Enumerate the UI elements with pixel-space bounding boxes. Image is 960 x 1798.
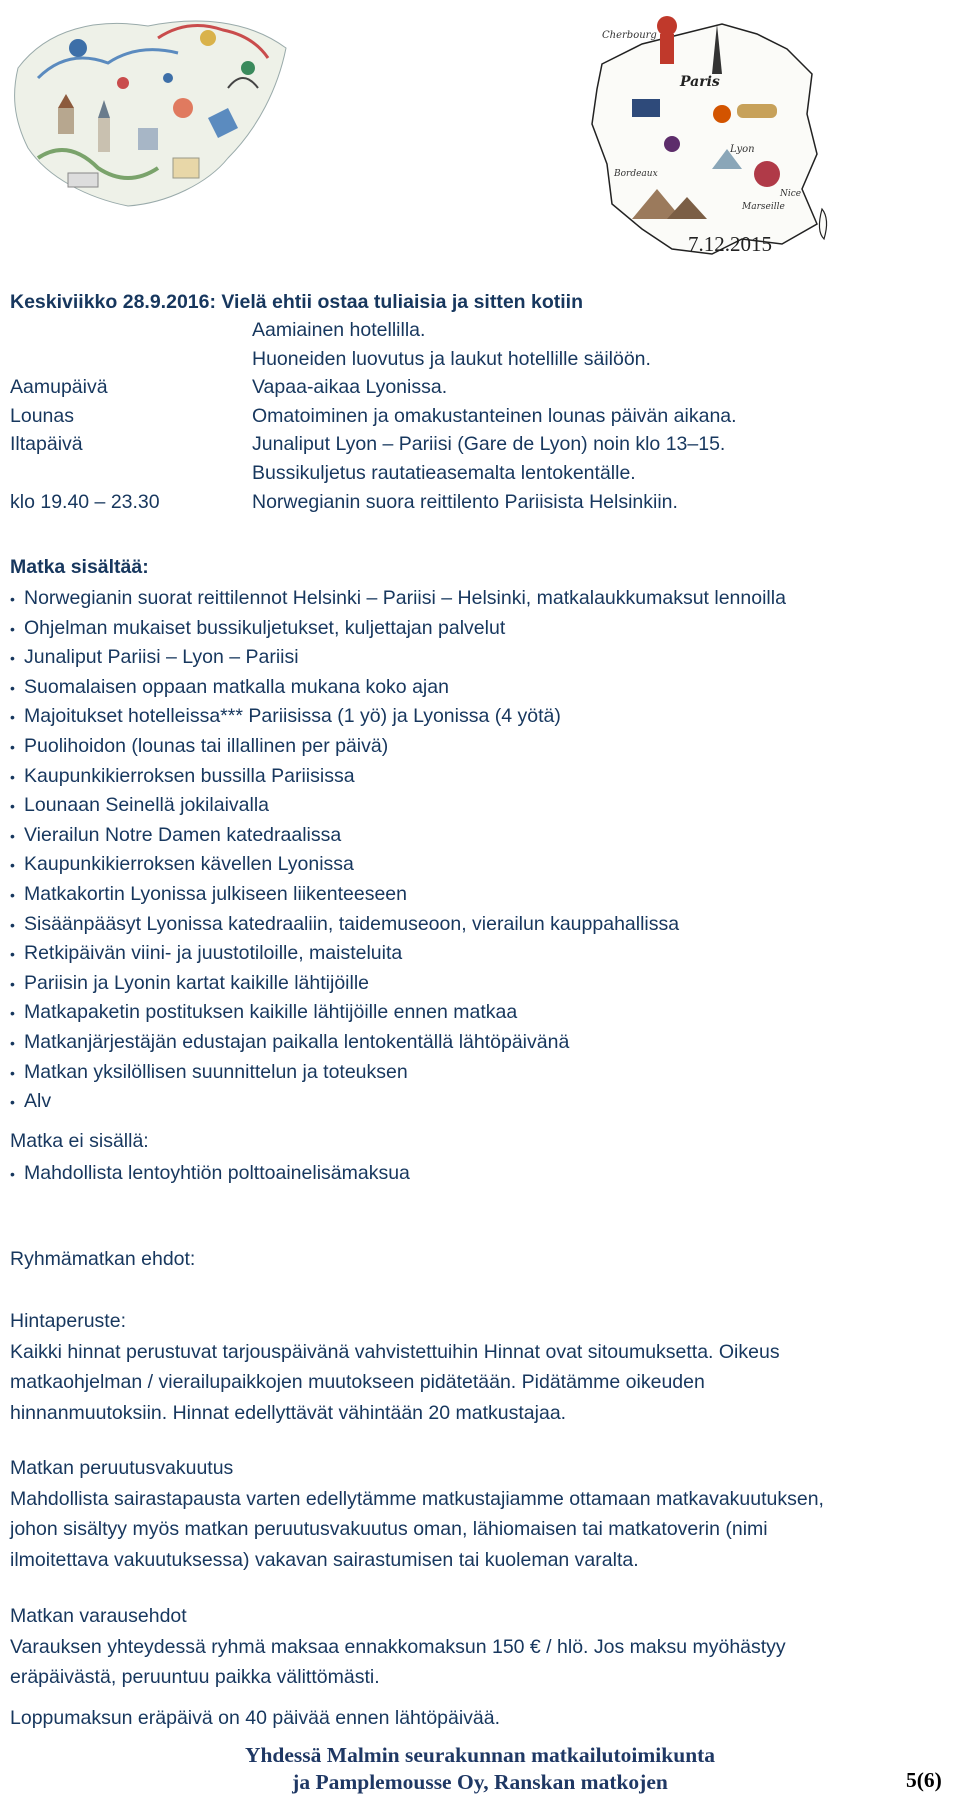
list-item: • Retkipäivän viini- ja juustotiloille, maisteluita xyxy=(10,939,786,969)
list-item: • Matkakortin Lyonissa julkiseen liikenteeseen xyxy=(10,880,786,910)
paragraph-line: Kaikki hinnat perustuvat tarjouspäivänä vahvistettuihin Hinnat ovat sitoumuksetta. Oikeus xyxy=(10,1340,780,1363)
bullet-icon: • xyxy=(10,650,15,667)
schedule-row xyxy=(10,319,950,348)
insurance-section xyxy=(10,1453,955,1575)
booking-terms-section xyxy=(10,1601,955,1693)
paragraph-line: ilmoitettava vakuutuksessa) vakavan sairastumisen tai kuoleman varalta. xyxy=(10,1548,639,1571)
bullet-icon: • xyxy=(10,1166,15,1182)
paragraph-line: Varauksen yhteydessä ryhmä maksaa ennakkomaksun 150 € / hlö. Jos maksu myöhästyy xyxy=(10,1635,786,1658)
schedule-row xyxy=(10,462,950,491)
terms-heading: Ryhmämatkan ehdot: xyxy=(10,1248,196,1270)
paragraph-line: matkaohjelman / vierailupaikkojen muutokseen pidätetään. Pidätämme oikeuden xyxy=(10,1371,705,1393)
schedule xyxy=(10,319,950,519)
bullet-icon: • xyxy=(10,1094,15,1111)
list-item: • Junaliput Pariisi – Lyon – Pariisi xyxy=(10,643,786,673)
bullet-icon: • xyxy=(10,916,15,933)
list-item: • Matkan yksilöllisen suunnittelun ja toteuksen xyxy=(10,1058,786,1088)
map-label-cherbourg: Cherbourg xyxy=(602,30,657,41)
bullet-icon: • xyxy=(10,679,15,696)
list-item: • Lounaan Seinellä jokilaivalla xyxy=(10,791,786,821)
schedule-activity: Aamiainen hotellilla. xyxy=(252,319,426,341)
schedule-row xyxy=(10,376,950,405)
france-map-illustration xyxy=(572,4,840,262)
list-item: • Vierailun Notre Damen katedraalissa xyxy=(10,821,786,851)
list-item: • Sisäänpääsyt Lyonissa katedraaliin, taidemuseoon, vierailun kauppahallissa xyxy=(10,910,786,940)
schedule-time-label: Iltapäivä xyxy=(10,433,83,456)
paragraph-line: johon sisältyy myös matkan peruutusvakuutus oman, lähiomaisen tai matkatoverin (nimi xyxy=(10,1518,768,1540)
excludes-heading: Matka ei sisällä: xyxy=(10,1130,149,1152)
list-item: • Matkanjärjestäjän edustajan paikalla lentokentällä lähtöpäivänä xyxy=(10,1028,786,1058)
schedule-row xyxy=(10,433,950,462)
final-payment-line: Loppumaksun eräpäivä on 40 päivää ennen lähtöpäivää. xyxy=(10,1707,501,1729)
page-number: 5(6) xyxy=(906,1768,942,1792)
insurance-heading: Matkan peruutusvakuutus xyxy=(10,1457,234,1479)
list-item: • Pariisin ja Lyonin kartat kaikille lähtijöille xyxy=(10,969,786,999)
bullet-icon: • xyxy=(10,975,15,992)
bullet-icon: • xyxy=(10,827,15,844)
bullet-icon: • xyxy=(10,620,15,637)
bullet-icon: • xyxy=(10,857,15,874)
footer-line-1: Yhdessä Malmin seurakunnan matkailutoimikunta xyxy=(244,1743,716,1767)
bullet-icon: • xyxy=(10,738,15,755)
document-date: 7.12.2015 xyxy=(688,232,772,256)
list-item: • Suomalaisen oppaan matkalla mukana koko ajan xyxy=(10,673,786,703)
schedule-activity: Junaliput Lyon – Pariisi (Gare de Lyon) noin klo 13–15. xyxy=(252,433,726,456)
price-basis-heading: Hintaperuste: xyxy=(10,1310,126,1332)
footer xyxy=(0,1742,960,1796)
day-title: Keskiviikko 28.9.2016: Vielä ehtii ostaa tuliaisia ja sitten kotiin xyxy=(10,291,583,313)
bullet-icon: • xyxy=(10,798,15,815)
list-item: • Ohjelman mukaiset bussikuljetukset, kuljettajan palvelut xyxy=(10,614,786,644)
map-label-bordeaux: Bordeaux xyxy=(614,169,658,179)
schedule-time-label: Lounas xyxy=(10,404,74,427)
schedule-activity: Bussikuljetus rautatieasemalta lentokentälle. xyxy=(252,461,636,484)
list-item: • Alv xyxy=(10,1087,786,1117)
nordic-collage-illustration xyxy=(8,8,293,213)
map-label-lyon: Lyon xyxy=(730,144,755,155)
schedule-activity: Huoneiden luovutus ja laukut hotellille säilöön. xyxy=(252,347,651,370)
footer-line-2: ja Pamplemousse Oy, Ranskan matkojen xyxy=(292,1770,668,1794)
includes-heading: Matka sisältää: xyxy=(10,556,149,578)
booking-terms-heading: Matkan varausehdot xyxy=(10,1605,187,1627)
excludes-list xyxy=(10,1159,410,1189)
paragraph-line: Mahdollista sairastapausta varten edellytämme matkustajiamme ottamaan matkavakuutuksen, xyxy=(10,1487,824,1510)
list-item: • Mahdollista lentoyhtiön polttoainelisämaksua xyxy=(10,1159,410,1189)
map-label-paris: Paris xyxy=(680,74,720,90)
bullet-icon: • xyxy=(10,1064,15,1081)
list-item: • Kaupunkikierroksen bussilla Pariisissa xyxy=(10,762,786,792)
schedule-row xyxy=(10,491,950,520)
bullet-icon: • xyxy=(10,1005,15,1022)
list-item: • Matkapaketin postituksen kaikille lähtijöille ennen matkaa xyxy=(10,998,786,1028)
bullet-icon: • xyxy=(10,591,15,607)
list-item: • Majoitukset hotelleissa*** Pariisissa (1 yö) ja Lyonissa (4 yötä) xyxy=(10,702,786,732)
price-basis-section xyxy=(10,1306,955,1428)
schedule-time-label: klo 19.40 – 23.30 xyxy=(10,490,160,513)
list-item: • Norwegianin suorat reittilennot Helsinki – Pariisi – Helsinki, matkalaukkumaksut lennoilla xyxy=(10,584,786,614)
map-label-nice: Nice xyxy=(780,189,802,199)
bullet-icon: • xyxy=(10,768,15,785)
bullet-icon: • xyxy=(10,946,15,963)
bullet-icon: • xyxy=(10,1034,15,1051)
map-label-marseille: Marseille xyxy=(742,202,785,212)
list-item: • Kaupunkikierroksen kävellen Lyonissa xyxy=(10,850,786,880)
includes-list xyxy=(10,584,786,1117)
schedule-row xyxy=(10,348,950,377)
schedule-activity: Omatoiminen ja omakustanteinen lounas päivän aikana. xyxy=(252,404,737,427)
schedule-row xyxy=(10,405,950,434)
bullet-icon: • xyxy=(10,886,15,903)
paragraph-line: hinnanmuutoksiin. Hinnat edellyttävät vähintään 20 matkustajaa. xyxy=(10,1401,567,1424)
schedule-time-label: Aamupäivä xyxy=(10,376,108,399)
schedule-activity: Vapaa-aikaa Lyonissa. xyxy=(252,376,448,399)
schedule-activity: Norwegianin suora reittilento Pariisista Helsinkiin. xyxy=(252,490,678,513)
bullet-icon: • xyxy=(10,709,15,726)
list-item: • Puolihoidon (lounas tai illallinen per päivä) xyxy=(10,732,786,762)
paragraph-line: eräpäivästä, peruuntuu paikka välittömästi. xyxy=(10,1666,380,1688)
